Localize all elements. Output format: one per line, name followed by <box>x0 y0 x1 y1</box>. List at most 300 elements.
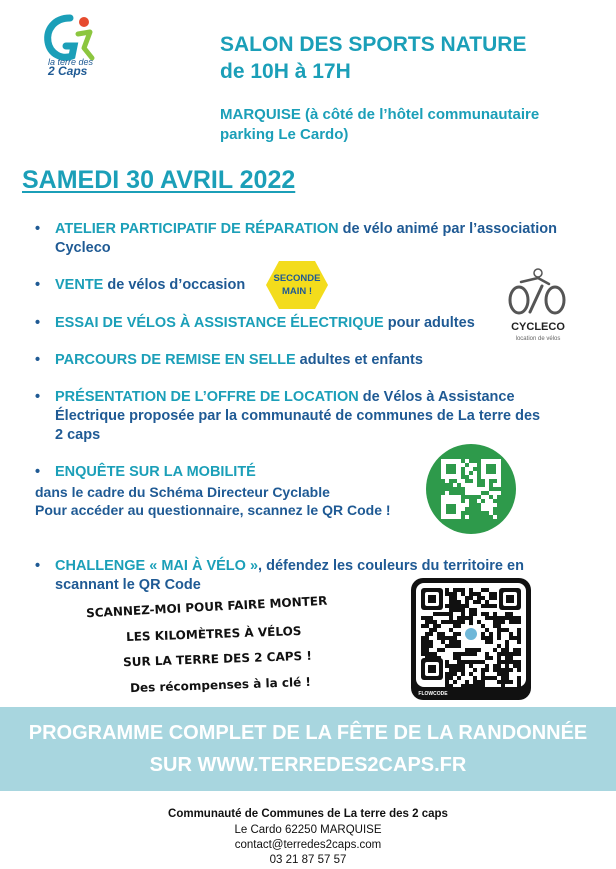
mai-a-velo-qr-code[interactable] <box>411 578 531 700</box>
qr-module <box>461 588 465 592</box>
qr-module <box>485 676 489 680</box>
qr-module <box>429 628 433 632</box>
qr-module <box>477 495 481 499</box>
qr-module <box>513 664 517 668</box>
qr-module <box>445 487 449 491</box>
qr-module <box>425 620 429 624</box>
qr-module <box>485 656 489 660</box>
qr-module <box>437 648 441 652</box>
qr-module <box>469 620 473 624</box>
qr-module <box>505 644 509 648</box>
list-item-challenge: • CHALLENGE « MAI À VÉLO », défendez les couleurs du territoire en scannant le QR Code <box>35 558 524 593</box>
qr-module <box>445 672 449 676</box>
qr-module <box>425 616 429 620</box>
qr-module <box>493 620 497 624</box>
qr-module <box>425 648 429 652</box>
qr-module <box>485 628 489 632</box>
qr-module <box>469 592 473 596</box>
qr-module <box>469 515 473 519</box>
qr-module <box>477 511 481 515</box>
qr-module <box>505 664 509 668</box>
program-banner <box>0 707 616 791</box>
qr-module <box>517 616 521 620</box>
qr-module <box>449 636 453 640</box>
cycleco-name: CYCLECO <box>511 321 565 333</box>
qr-module <box>485 600 489 604</box>
qr-module <box>505 648 509 652</box>
qr-module <box>481 491 485 495</box>
qr-module <box>497 660 501 664</box>
qr-module <box>477 475 481 479</box>
qr-module <box>509 636 513 640</box>
qr-module <box>485 640 489 644</box>
qr-module <box>457 624 461 628</box>
qr-module <box>493 648 497 652</box>
qr-module <box>449 479 453 483</box>
qr-module <box>449 644 453 648</box>
qr-module <box>473 459 477 463</box>
qr-module <box>517 668 521 672</box>
qr-module <box>453 636 457 640</box>
qr-module <box>497 632 501 636</box>
qr-module <box>489 604 493 608</box>
qr-module <box>493 612 497 616</box>
qr-module <box>457 656 461 660</box>
qr-module <box>481 624 485 628</box>
list-item-location-text2: Électrique proposée par la communauté de communes de La terre des <box>55 408 541 424</box>
qr-module <box>473 648 477 652</box>
qr-module <box>505 628 509 632</box>
qr-module <box>449 628 453 632</box>
qr-module <box>433 612 437 616</box>
qr-module <box>489 636 493 640</box>
qr-module <box>477 620 481 624</box>
qr-module <box>441 483 445 487</box>
qr-module <box>497 616 501 620</box>
qr-module <box>517 640 521 644</box>
handwritten-line1: SCANNEZ-MOI POUR FAIRE MONTER <box>85 593 328 621</box>
qr-module <box>497 652 501 656</box>
qr-module <box>485 511 489 515</box>
qr-module <box>453 491 457 495</box>
qr-module <box>517 684 521 688</box>
qr-module <box>461 672 465 676</box>
qr-module <box>473 608 477 612</box>
qr-module <box>457 668 461 672</box>
qr-module <box>461 604 465 608</box>
qr-module <box>457 483 461 487</box>
qr-module <box>453 680 457 684</box>
qr-module <box>461 616 465 620</box>
qr-module <box>509 652 513 656</box>
qr-module <box>473 515 477 519</box>
qr-module <box>501 620 505 624</box>
list-item-enquete-text: dans le cadre du Schéma Directeur Cyclable <box>35 484 330 500</box>
list-item-enquete: • ENQUÊTE SUR LA MOBILITÉ <box>35 464 256 480</box>
qr-module <box>485 668 489 672</box>
qr-module <box>505 668 509 672</box>
qr-module <box>469 588 473 592</box>
qr-module <box>517 676 521 680</box>
event-hours: de 10H à 17H <box>220 60 351 83</box>
qr-module <box>493 668 497 672</box>
qr-module <box>517 664 521 668</box>
qr-module <box>453 600 457 604</box>
qr-module <box>505 656 509 660</box>
qr-module <box>441 648 445 652</box>
qr-module <box>461 592 465 596</box>
qr-module <box>485 616 489 620</box>
qr-module <box>457 652 461 656</box>
qr-module <box>497 495 501 499</box>
qr-module <box>469 616 473 620</box>
qr-module <box>477 648 481 652</box>
qr-module <box>445 483 449 487</box>
footer-email[interactable]: contact@terredes2caps.com <box>234 839 382 851</box>
banner-website-link[interactable]: SUR WWW.TERREDES2CAPS.FR <box>149 754 467 776</box>
qr-module <box>501 616 505 620</box>
badge-line1: SECONDE <box>273 273 321 284</box>
qr-module <box>509 632 513 636</box>
qr-module <box>497 511 501 515</box>
qr-module <box>457 588 461 592</box>
qr-module <box>453 656 457 660</box>
badge-line2: MAIN ! <box>281 286 313 297</box>
qr-module <box>429 640 433 644</box>
qr-module <box>461 511 465 515</box>
qr-module <box>493 511 497 515</box>
qr-module <box>453 620 457 624</box>
qr-module <box>493 664 497 668</box>
qr-module <box>501 680 505 684</box>
qr-module <box>453 596 457 600</box>
qr-module <box>509 680 513 684</box>
qr-module <box>449 620 453 624</box>
qr-module <box>485 491 489 495</box>
qr-module <box>453 664 457 668</box>
qr-module <box>461 684 465 688</box>
qr-module <box>485 612 489 616</box>
handwritten-line2: LES KILOMÈTRES À VÉLOS <box>125 623 302 645</box>
list-item-parcours-text: adultes et enfants <box>295 352 423 368</box>
qr-module <box>465 475 469 479</box>
qr-module <box>501 668 505 672</box>
qr-module <box>449 672 453 676</box>
list-item-parcours-title: PARCOURS DE REMISE EN SELLE <box>55 352 296 368</box>
qr-module <box>477 463 481 467</box>
qr-module <box>457 632 461 636</box>
qr-module <box>449 487 453 491</box>
qr-module <box>461 495 465 499</box>
qr-module <box>509 620 513 624</box>
qr-module <box>469 648 473 652</box>
qr-module <box>453 632 457 636</box>
qr-module <box>513 652 517 656</box>
qr-module <box>481 499 485 503</box>
handwritten-line4: Des récompenses à la clé ! <box>129 674 312 696</box>
qr-module <box>493 487 497 491</box>
qr-module <box>445 680 449 684</box>
qr-module <box>433 628 437 632</box>
qr-module <box>465 596 469 600</box>
qr-module <box>497 664 501 668</box>
qr-module <box>477 515 481 519</box>
qr-module <box>477 507 481 511</box>
list-item-challenge-text: , défendez les couleurs du territoire en <box>258 558 524 574</box>
qr-module <box>425 644 429 648</box>
list-item-location-text3: 2 caps <box>55 427 101 443</box>
qr-module <box>481 479 485 483</box>
list-item-vente-title: VENTE <box>55 277 104 293</box>
qr-module <box>449 612 453 616</box>
qr-module <box>469 479 473 483</box>
event-date: SAMEDI 30 AVRIL 2022 <box>22 166 296 194</box>
qr-module <box>473 600 477 604</box>
qr-module <box>465 479 469 483</box>
qr-module <box>469 499 473 503</box>
qr-module <box>441 640 445 644</box>
qr-module <box>437 612 441 616</box>
cycleco-tagline: location de vélos <box>515 336 561 342</box>
qr-module <box>461 475 465 479</box>
qr-module <box>469 471 473 475</box>
location-line1: MARQUISE (à côté de l’hôtel communautaire <box>220 106 540 123</box>
qr-module <box>489 495 493 499</box>
qr-module <box>453 592 457 596</box>
qr-module <box>477 592 481 596</box>
qr-module <box>489 640 493 644</box>
qr-module <box>437 624 441 628</box>
qr-module <box>505 672 509 676</box>
list-item-atelier-title: ATELIER PARTICIPATIF DE RÉPARATION <box>55 221 339 237</box>
qr-module <box>485 604 489 608</box>
qr-module <box>449 676 453 680</box>
qr-module <box>461 459 465 463</box>
qr-module <box>505 652 509 656</box>
qr-module <box>477 596 481 600</box>
qr-module <box>505 680 509 684</box>
qr-module <box>489 515 493 519</box>
qr-module <box>489 479 493 483</box>
qr-module <box>497 487 501 491</box>
qr-module <box>449 684 453 688</box>
qr-module <box>481 604 485 608</box>
qr-module <box>445 612 449 616</box>
list-item-vente: • VENTE de vélos d’occasion <box>35 277 246 293</box>
qr-module <box>489 596 493 600</box>
qr-module <box>453 604 457 608</box>
qr-module <box>429 620 433 624</box>
qr-module <box>465 507 469 511</box>
qr-module <box>465 648 469 652</box>
qr-module <box>509 616 513 620</box>
qr-module <box>457 640 461 644</box>
qr-module <box>473 503 477 507</box>
qr-module <box>493 592 497 596</box>
qr-module <box>485 652 489 656</box>
qr-module <box>481 684 485 688</box>
logo-text-line1: la terre des <box>48 57 94 67</box>
qr-module <box>441 636 445 640</box>
qr-module <box>477 600 481 604</box>
mobility-survey-qr-code[interactable] <box>425 443 517 535</box>
footer-phone: 03 21 87 57 57 <box>269 854 347 866</box>
qr-module <box>465 495 469 499</box>
qr-module <box>477 503 481 507</box>
qr-module <box>509 656 513 660</box>
qr-module <box>469 612 473 616</box>
qr-module <box>441 612 445 616</box>
list-item-location-text: de Vélos à Assistance <box>358 389 515 405</box>
list-item-essai-text: pour adultes <box>383 315 475 331</box>
list-item-enquete-text2: Pour accéder au questionnaire, scannez le QR Code ! <box>35 502 391 518</box>
qr-module <box>441 479 445 483</box>
qr-module <box>465 511 469 515</box>
qr-module <box>425 636 429 640</box>
qr-module <box>469 596 473 600</box>
qr-module <box>445 676 449 680</box>
qr-module <box>433 652 437 656</box>
qr-module <box>465 652 469 656</box>
qr-module <box>509 660 513 664</box>
handwritten-line3: SUR LA TERRE DES 2 CAPS ! <box>122 648 313 670</box>
qr-module <box>457 644 461 648</box>
qr-module <box>421 640 425 644</box>
qr-module <box>437 632 441 636</box>
qr-module <box>477 680 481 684</box>
qr-module <box>481 672 485 676</box>
qr-module <box>457 620 461 624</box>
event-title: SALON DES SPORTS NATURE <box>220 33 527 56</box>
qr-module <box>449 668 453 672</box>
qr-module <box>497 628 501 632</box>
qr-module <box>505 676 509 680</box>
qr-module <box>461 608 465 612</box>
qr-module <box>517 632 521 636</box>
qr-module <box>489 487 493 491</box>
qr-module <box>473 668 477 672</box>
qr-module <box>449 600 453 604</box>
qr-module <box>481 660 485 664</box>
qr-module <box>489 616 493 620</box>
qr-module <box>489 676 493 680</box>
qr-module <box>457 664 461 668</box>
qr-module <box>513 648 517 652</box>
qr-module <box>437 636 441 640</box>
qr-module <box>485 515 489 519</box>
qr-module <box>421 624 425 628</box>
qr-module <box>433 624 437 628</box>
qr-module <box>461 515 465 519</box>
qr-module <box>469 684 473 688</box>
qr-module <box>489 632 493 636</box>
qr-module <box>497 644 501 648</box>
list-item-atelier-text: de vélo animé par l’association <box>338 221 557 237</box>
qr-module <box>449 616 453 620</box>
qr-module <box>461 660 465 664</box>
list-item-parcours: • PARCOURS DE REMISE EN SELLE adultes et enfants <box>35 352 423 368</box>
qr-module <box>465 684 469 688</box>
qr-module <box>493 676 497 680</box>
qr-module <box>461 612 465 616</box>
qr-module <box>465 660 469 664</box>
qr-module <box>481 668 485 672</box>
qr-module <box>425 624 429 628</box>
qr-module <box>505 640 509 644</box>
qr-module <box>453 668 457 672</box>
qr-module <box>517 660 521 664</box>
qr-module <box>441 632 445 636</box>
qr-module <box>445 636 449 640</box>
qr-module <box>421 648 425 652</box>
qr-module <box>469 507 473 511</box>
logo-text <box>48 58 93 77</box>
cycleco-logo <box>497 266 579 346</box>
footer-org: Communauté de Communes de La terre des 2 caps <box>168 808 448 820</box>
qr-module <box>465 600 469 604</box>
qr-module <box>497 672 501 676</box>
qr-module <box>469 608 473 612</box>
qr-module <box>453 588 457 592</box>
qr-module <box>457 487 461 491</box>
qr-module <box>505 616 509 620</box>
location-line2: parking Le Cardo) <box>220 126 349 143</box>
qr-module <box>469 459 473 463</box>
qr-module <box>457 660 461 664</box>
qr-module <box>469 503 473 507</box>
qr-module <box>425 652 429 656</box>
qr-module <box>441 491 445 495</box>
qr-module <box>509 668 513 672</box>
qr-module <box>453 672 457 676</box>
qr-module <box>421 636 425 640</box>
qr-module <box>429 632 433 636</box>
qr-module <box>469 511 473 515</box>
qr-module <box>497 656 501 660</box>
list-item-location: • PRÉSENTATION DE L’OFFRE DE LOCATION de Vélos à Assistance Électrique proposée par la communauté de communes de La terre des 2 caps <box>35 389 541 443</box>
qr-module <box>421 616 425 620</box>
qr-module <box>457 604 461 608</box>
qr-module <box>517 620 521 624</box>
qr2-label: FLOWCODE <box>418 691 448 697</box>
qr-module <box>501 684 505 688</box>
qr-module <box>473 495 477 499</box>
qr-module <box>457 491 461 495</box>
qr-module <box>445 684 449 688</box>
qr-module <box>453 624 457 628</box>
qr-module <box>481 676 485 680</box>
qr-module <box>489 483 493 487</box>
qr-module <box>461 668 465 672</box>
qr-module <box>485 664 489 668</box>
qr-module <box>501 628 505 632</box>
qr-module <box>445 660 449 664</box>
qr-module <box>477 483 481 487</box>
qr-module <box>497 507 501 511</box>
qr-module <box>445 604 449 608</box>
qr-module <box>473 660 477 664</box>
list-item-challenge-text2: scannant le QR Code <box>55 577 201 593</box>
qr-module <box>501 676 505 680</box>
qr-module <box>481 636 485 640</box>
qr-module <box>441 487 445 491</box>
qr-module <box>473 652 477 656</box>
qr-module <box>421 652 425 656</box>
qr-module <box>477 660 481 664</box>
qr-module <box>445 620 449 624</box>
qr-module <box>457 616 461 620</box>
qr-module <box>517 652 521 656</box>
